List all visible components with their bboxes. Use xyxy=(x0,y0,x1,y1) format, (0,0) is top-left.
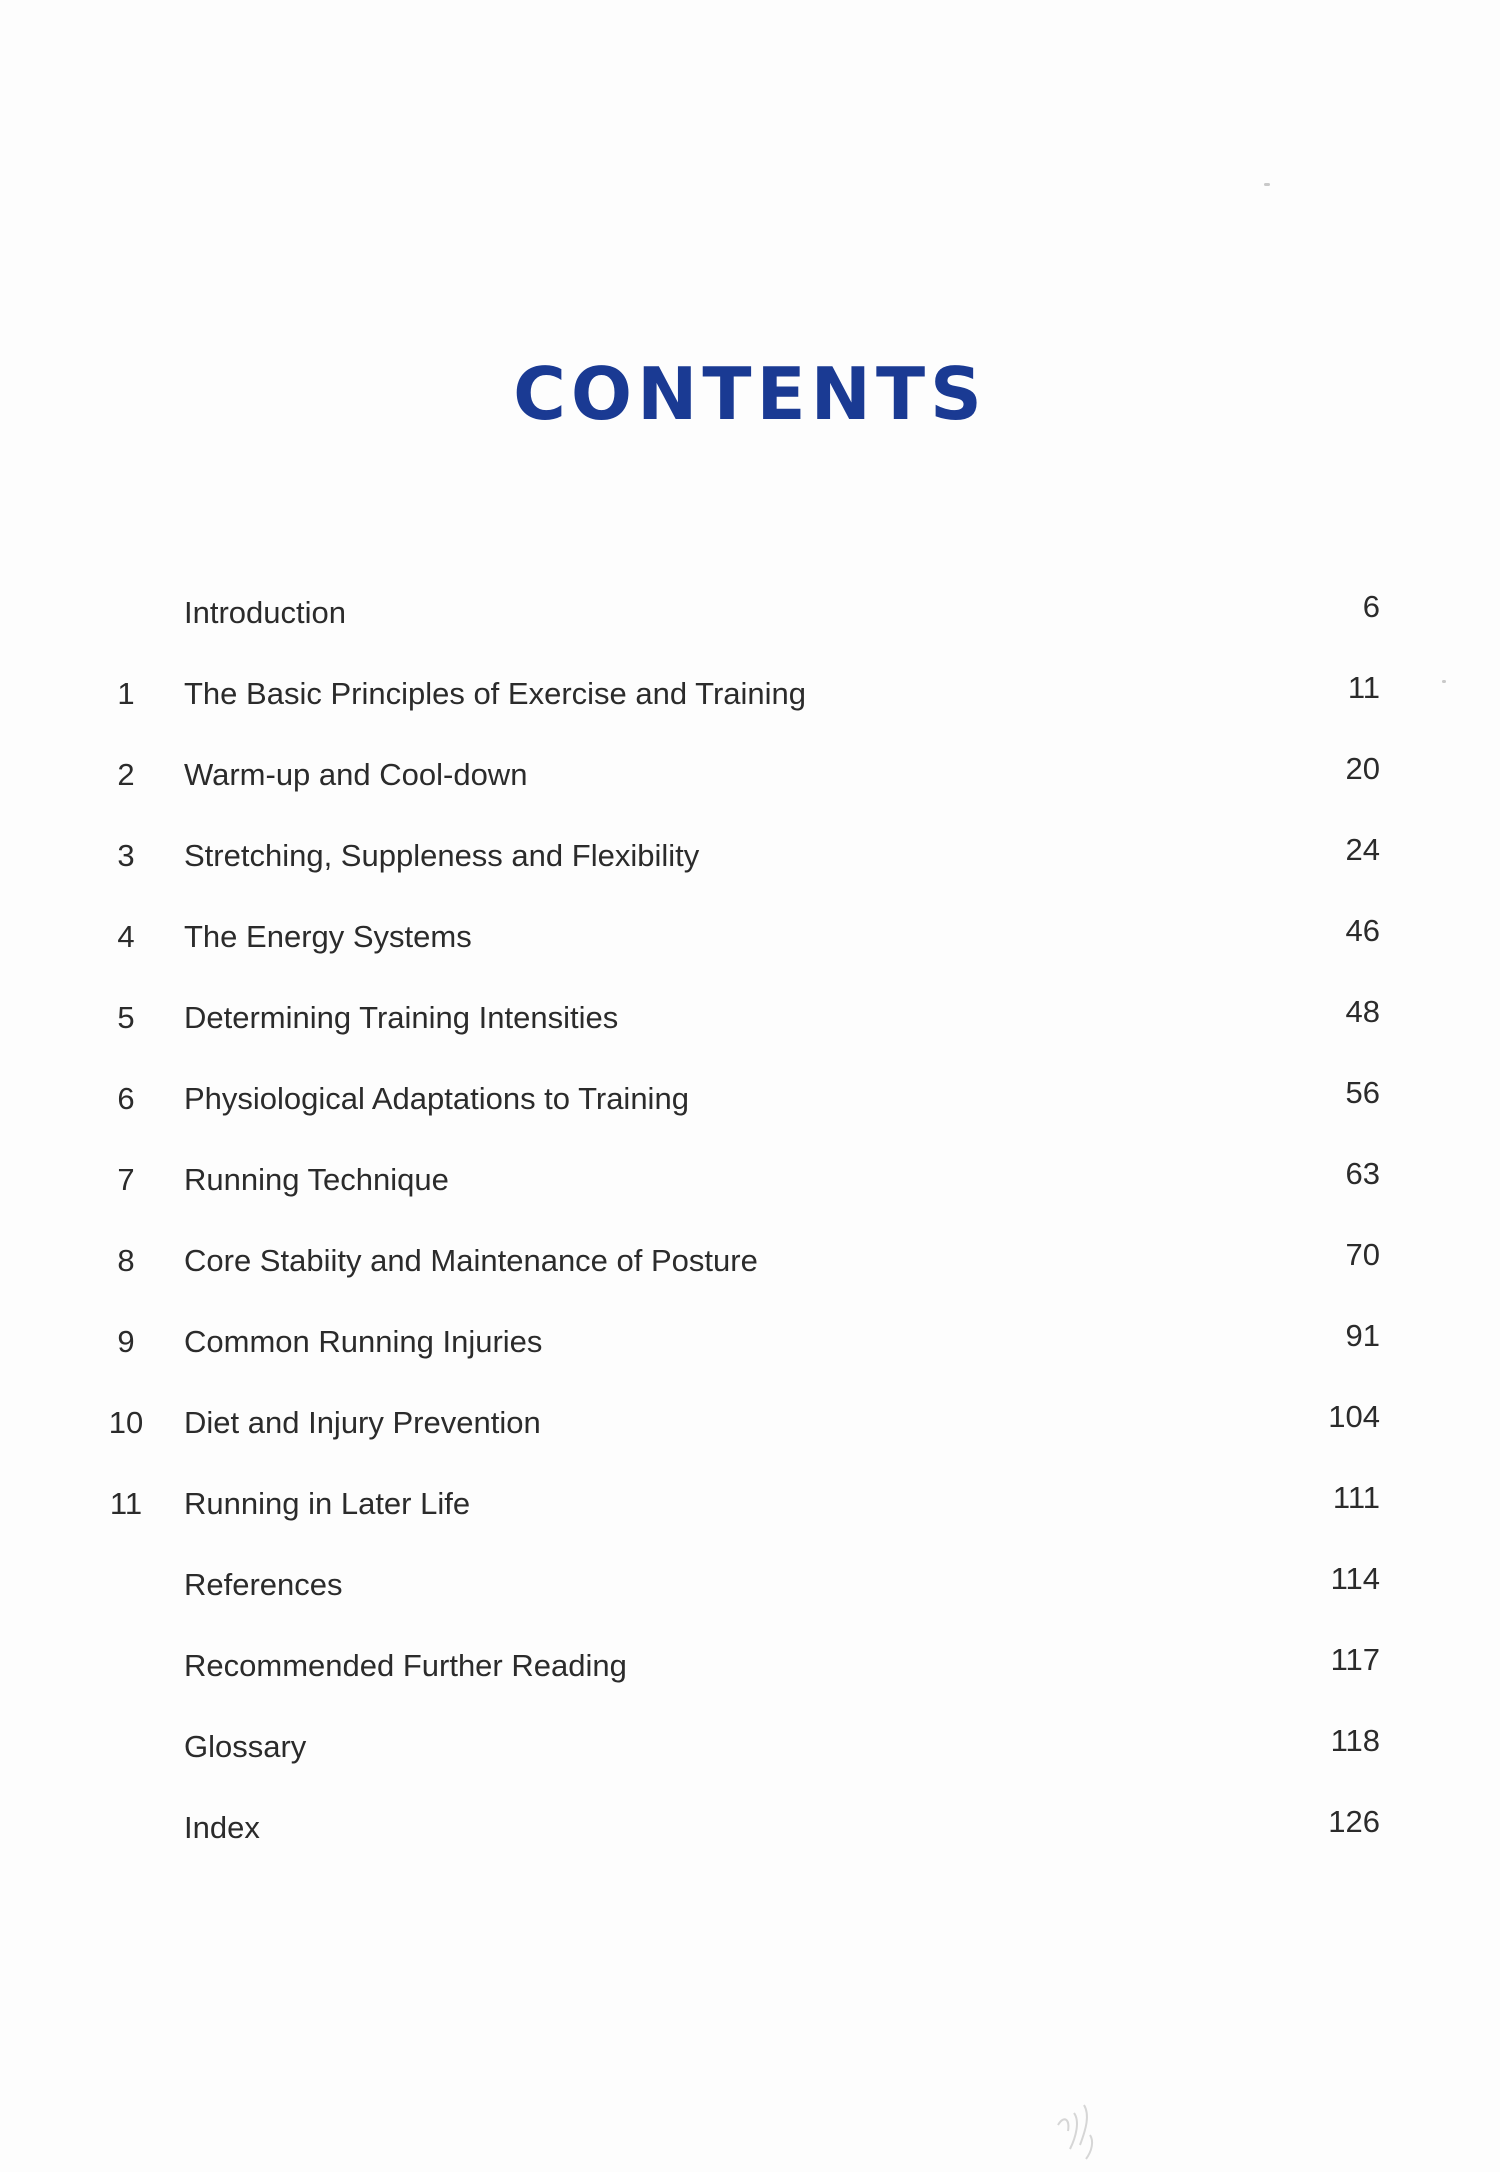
toc-entry-number: 9 xyxy=(117,1324,135,1359)
scan-speck xyxy=(1264,183,1270,186)
toc-entry xyxy=(0,826,1500,907)
toc-entry-number: 1 xyxy=(117,676,135,711)
toc-entry-title: Physiological Adaptations to Training xyxy=(184,1081,689,1116)
toc-entry-page: 111 xyxy=(1332,1480,1380,1515)
toc-entry-title: Introduction xyxy=(184,595,346,630)
toc-entry xyxy=(0,1717,1500,1798)
toc-entry-page: 24 xyxy=(1345,832,1380,867)
toc-entry-number: 6 xyxy=(117,1081,135,1116)
toc-entry-page: 56 xyxy=(1345,1075,1380,1110)
toc-entry-number: 8 xyxy=(117,1243,135,1278)
toc-entry-title: Running Technique xyxy=(184,1162,449,1197)
toc-entry xyxy=(0,1150,1500,1231)
toc-entry-page: 104 xyxy=(1328,1399,1380,1434)
toc-entry-title: Stretching, Suppleness and Flexibility xyxy=(184,838,700,873)
toc-entry xyxy=(0,1555,1500,1636)
toc-entry-page: 91 xyxy=(1345,1318,1380,1353)
toc-entry-page: 117 xyxy=(1330,1642,1380,1677)
toc-entry-number: 7 xyxy=(117,1162,135,1197)
toc-entry xyxy=(0,1312,1500,1393)
toc-entry-title: Determining Training Intensities xyxy=(184,1000,619,1035)
toc-entry-title: Recommended Further Reading xyxy=(184,1648,627,1683)
toc-entry-page: 63 xyxy=(1345,1156,1380,1191)
toc-entry xyxy=(0,988,1500,1069)
toc-entry-title: Index xyxy=(184,1810,260,1845)
toc-entry-number: 2 xyxy=(117,757,135,792)
toc-entry xyxy=(0,1231,1500,1312)
toc-entry-title: Diet and Injury Prevention xyxy=(184,1405,541,1440)
toc-entry-page: 11 xyxy=(1347,670,1380,705)
toc-entry xyxy=(0,1069,1500,1150)
toc-entry xyxy=(0,907,1500,988)
scan-speck xyxy=(1442,680,1446,683)
toc-entry-page: 6 xyxy=(1362,589,1380,624)
toc-entry-title: Core Stabiity and Maintenance of Posture xyxy=(184,1243,758,1278)
toc-entry-title: Running in Later Life xyxy=(184,1486,471,1521)
toc-entry-page: 46 xyxy=(1345,913,1380,948)
toc-entry-title: References xyxy=(184,1567,343,1602)
toc-entry xyxy=(0,1474,1500,1555)
toc-entry xyxy=(0,583,1500,664)
toc-entry xyxy=(0,1393,1500,1474)
scan-smudge xyxy=(1050,2085,1110,2165)
toc-entry xyxy=(0,664,1500,745)
toc-entry-page: 70 xyxy=(1345,1237,1380,1272)
table-of-contents xyxy=(0,583,1500,1879)
toc-entry xyxy=(0,1798,1500,1879)
toc-entry-number: 3 xyxy=(117,838,135,873)
toc-entry-number: 4 xyxy=(117,919,135,954)
toc-entry-number: 5 xyxy=(117,1000,135,1035)
toc-entry-title: The Basic Principles of Exercise and Training xyxy=(184,676,807,711)
toc-entry-title: Warm-up and Cool-down xyxy=(184,757,528,792)
toc-entry xyxy=(0,1636,1500,1717)
toc-entry-number: 10 xyxy=(108,1405,144,1440)
toc-entry xyxy=(0,745,1500,826)
toc-entry-title: Glossary xyxy=(184,1729,307,1764)
toc-entry-title: The Energy Systems xyxy=(184,919,472,954)
toc-entry-title: Common Running Injuries xyxy=(184,1324,543,1359)
toc-entry-page: 20 xyxy=(1345,751,1380,786)
toc-entry-page: 114 xyxy=(1330,1561,1380,1596)
page-title: CONTENTS xyxy=(513,352,987,436)
toc-entry-page: 118 xyxy=(1330,1723,1380,1758)
toc-entry-page: 48 xyxy=(1345,994,1380,1029)
toc-entry-number: 11 xyxy=(109,1486,143,1521)
toc-entry-page: 126 xyxy=(1328,1804,1380,1839)
